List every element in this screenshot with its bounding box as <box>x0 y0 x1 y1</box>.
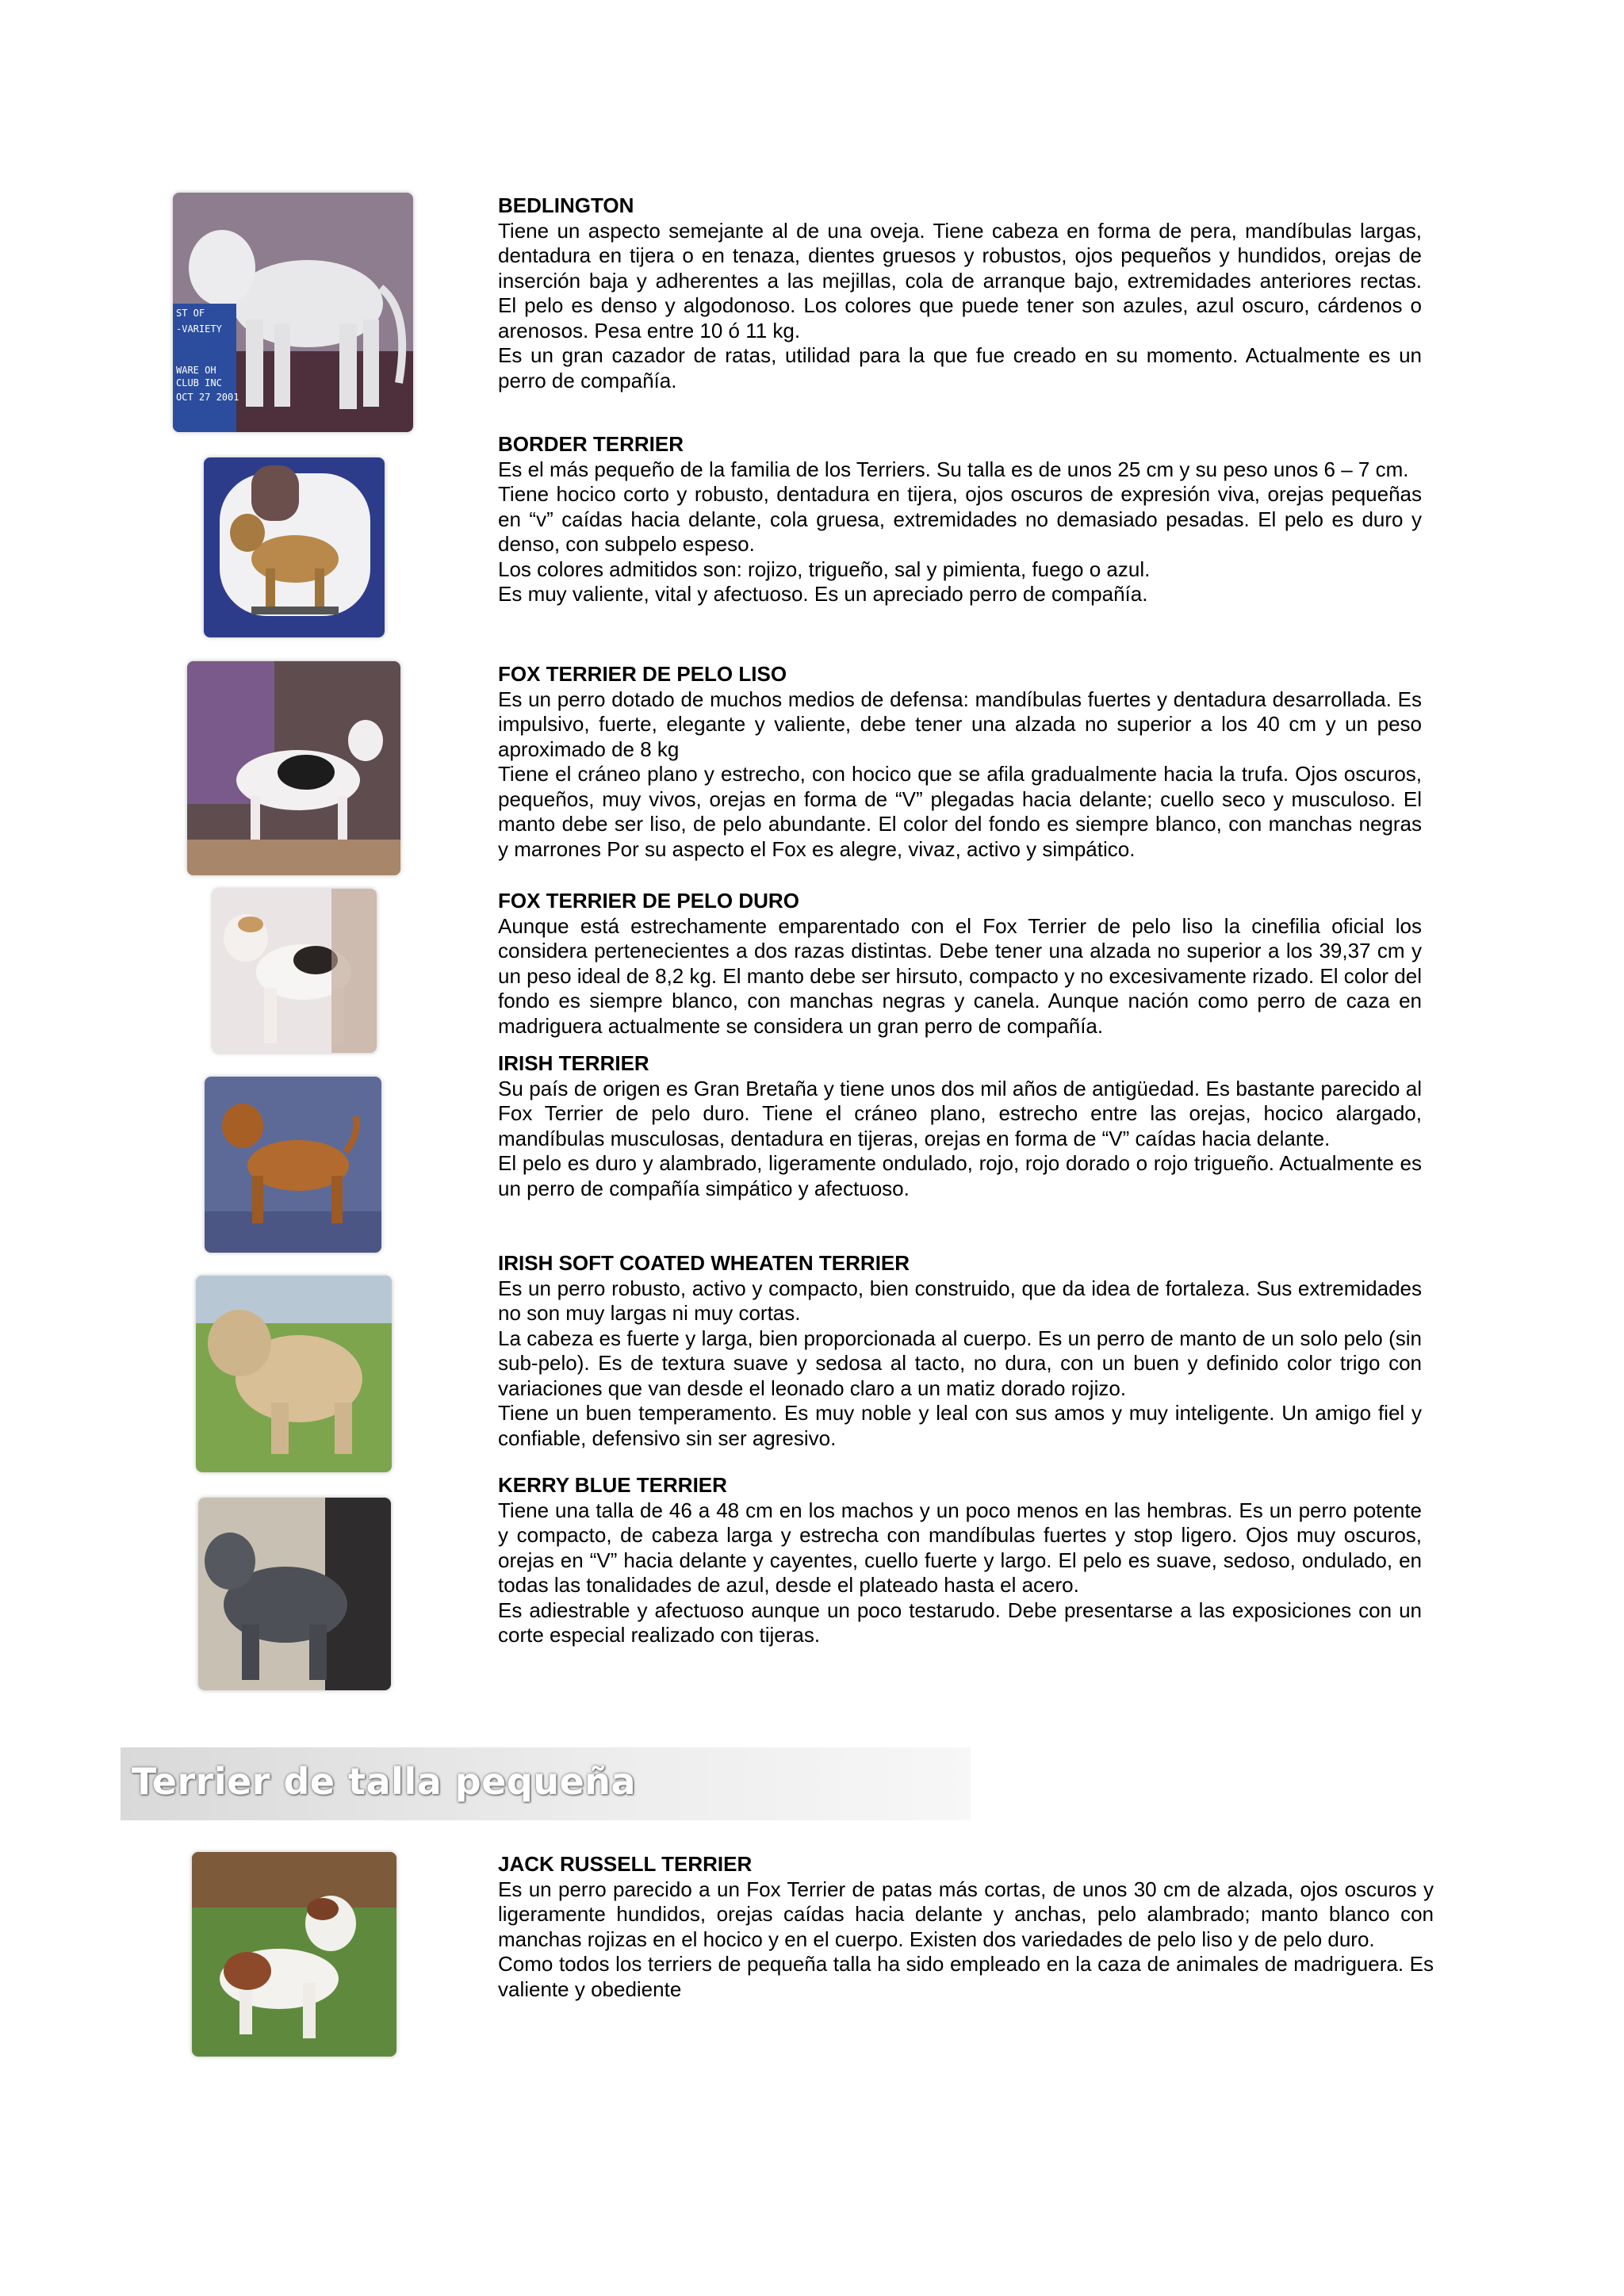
entry-paragraph: Es un perro parecido a un Fox Terrier de patas más cortas, de unos 30 cm de alzada, ojos oscuros y ligeramente hundidos, orejas caídas hacia delante y anchas, pelo alambrado; manto blanco con manchas rojizas en el hocico y en el cuerpo. Existen dos variedades de pelo liso y de pelo duro. <box>498 1877 1434 1951</box>
bedlington-sign-line-1: ST OF <box>176 308 205 319</box>
entry-paragraph: Tiene un aspecto semejante al de una oveja. Tiene cabeza en forma de pera, mandíbulas largas, dentadura en tijera o en tenaza, dientes gruesos y robustos, ojos pequeños y hundidos, orejas de inserción baja y adherentes a las mejillas, cola de arranque bajo, extremidades anteriores rectas. <box>498 218 1422 293</box>
entry-irish-terrier <box>498 1051 1422 1201</box>
entry-border-terrier <box>498 432 1422 607</box>
section-banner <box>121 1747 971 1820</box>
entry-title: KERRY BLUE TERRIER <box>498 1473 727 1497</box>
entry-smooth-fox-terrier <box>498 662 1422 862</box>
wire-fox-terrier-photo <box>213 889 377 1053</box>
entry-paragraph: Su país de origen es Gran Bretaña y tiene unos dos mil años de antigüedad. Es bastante parecido al Fox Terrier de pelo duro. Tiene el cráneo plano, estrecho entre las orejas, hocico alargado, mandíbulas musculosas, dentadura en tijeras, orejas en forma de “V” caídas hacia delante. <box>498 1076 1422 1150</box>
entry-title: FOX TERRIER DE PELO DURO <box>498 889 799 913</box>
entry-jack-russell <box>498 1852 1434 2002</box>
entry-paragraph: El pelo es duro y alambrado, ligeramente ondulado, rojo, rojo dorado o rojo trigueño. Actualmente es un perro de compañía simpático y afectuoso. <box>498 1151 1422 1200</box>
bedlington-photo <box>173 193 413 432</box>
entry-kerry-blue-terrier <box>498 1473 1422 1648</box>
entry-bedlington <box>498 193 1422 393</box>
entry-paragraph: Tiene una talla de 46 a 48 cm en los machos y un poco menos en las hembras. Es un perro potente y compacto, de cabeza larga y estrecha con mandíbulas fuertes y stop ligero. Ojos muy oscuros, orejas en “V” hacia delante y cayentes, cuello fuerte y largo. El pelo es suave, sedoso, ondulado, en todas las tonalidades de azul, desde el plateado hasta el acero. <box>498 1498 1422 1597</box>
kerry-blue-terrier-photo <box>198 1498 391 1690</box>
entry-wire-fox-terrier <box>498 889 1422 1039</box>
entry-paragraph: Es adiestrable y afectuoso aunque un poco testarudo. Debe presentarse a las exposiciones con un corte especial realizado con tijeras. <box>498 1598 1422 1647</box>
bedlington-sign-line-3: WARE OH <box>176 365 216 376</box>
irish-terrier-photo <box>205 1077 381 1253</box>
entry-paragraph: Es muy valiente, vital y afectuoso. Es un apreciado perro de compañía. <box>498 582 1148 606</box>
entry-paragraph: Tiene un buen temperamento. Es muy noble y leal con sus amos y muy inteligente. Un amigo fiel y confiable, defensivo sin ser agresivo. <box>498 1401 1422 1450</box>
entry-paragraph: Es un perro dotado de muchos medios de defensa: mandíbulas fuertes y dentadura desarrollada. Es impulsivo, fuerte, elegante y valiente, debe tener una alzada no superior a los 40 cm y un peso aproximado de 8 kg <box>498 687 1422 761</box>
bedlington-sign-line-5: OCT 27 2001 <box>176 392 239 403</box>
entry-paragraph: Como todos los terriers de pequeña talla ha sido empleado en la caza de animales de madriguera. Es valiente y obediente <box>498 1952 1434 2001</box>
banner-title: Terrier de talla pequeña <box>132 1760 637 1803</box>
bedlington-sign-line-2: -VARIETY <box>176 323 222 335</box>
entry-paragraph: La cabeza es fuerte y larga, bien proporcionada al cuerpo. Es un perro de manto de un solo pelo (sin sub-pelo). Es de textura suave y sedosa al tacto, no dura, con un buen y definido color trigo con variaciones que van desde el leonado claro a un matiz dorado rojizo. <box>498 1326 1422 1400</box>
entry-title: FOX TERRIER DE PELO LISO <box>498 662 787 686</box>
entry-paragraph: Es el más pequeño de la familia de los Terriers. Su talla es de unos 25 cm y su peso unos 6 – 7 cm. <box>498 457 1409 481</box>
smooth-fox-terrier-photo <box>187 661 400 875</box>
entry-paragraph: Tiene el cráneo plano y estrecho, con hocico que se afila gradualmente hacia la trufa. Ojos oscuros, pequeños, muy vivos, orejas en forma de “V” plegadas hacia delante; cuello seco y musculoso. El manto debe ser liso, de pelo abundante. El color del fondo es siempre blanco, con manchas negras y marrones Por su aspecto el Fox es alegre, vivaz, activo y simpático. <box>498 762 1422 861</box>
entry-title: BEDLINGTON <box>498 193 634 217</box>
entry-paragraph: Los colores admitidos son: rojizo, trigueño, sal y pimienta, fuego o azul. <box>498 557 1151 581</box>
entry-title: JACK RUSSELL TERRIER <box>498 1852 753 1876</box>
bedlington-sign-line-4: CLUB INC <box>176 377 222 388</box>
entry-title: BORDER TERRIER <box>498 432 684 456</box>
entry-paragraph: Es un gran cazador de ratas, utilidad para la que fue creado en su momento. Actualmente es un perro de compañía. <box>498 343 1422 392</box>
entry-title: IRISH TERRIER <box>498 1051 649 1075</box>
entry-paragraph: El pelo es denso y algodonoso. Los colores que puede tener son azules, azul oscuro, cárdenos o arenosos. Pesa entre 10 ó 11 kg. <box>498 293 1422 342</box>
entry-wheaten-terrier <box>498 1251 1422 1451</box>
entry-paragraph: Aunque está estrechamente emparentado con el Fox Terrier de pelo liso la cinefilia oficial los considera pertenecientes a dos razas distintas. Debe tener una alzada no superior a los 39,37 cm y un peso ideal de 8,2 kg. El manto debe ser hirsuto, compacto y no excesivamente rizado. El color del fondo es siempre blanco, con manchas negras y canela. Aunque nación como perro de caza en madriguera actualmente se considera un gran perro de compañía. <box>498 913 1422 1038</box>
entry-paragraph: Es un perro robusto, activo y compacto, bien construido, que da idea de fortaleza. Sus extremidades no son muy largas ni muy cortas. <box>498 1276 1422 1325</box>
border-terrier-photo <box>204 457 385 637</box>
entry-paragraph: Tiene hocico corto y robusto, dentadura en tijera, ojos oscuros de expresión viva, orejas pequeñas en “v” caídas hacia delante, cola gruesa, extremidades no demasiado pesadas. El pelo es duro y denso, con subpelo espeso. <box>498 482 1422 556</box>
jack-russell-photo <box>192 1852 396 2057</box>
wheaten-terrier-photo <box>196 1276 392 1472</box>
entry-title: IRISH SOFT COATED WHEATEN TERRIER <box>498 1251 910 1275</box>
